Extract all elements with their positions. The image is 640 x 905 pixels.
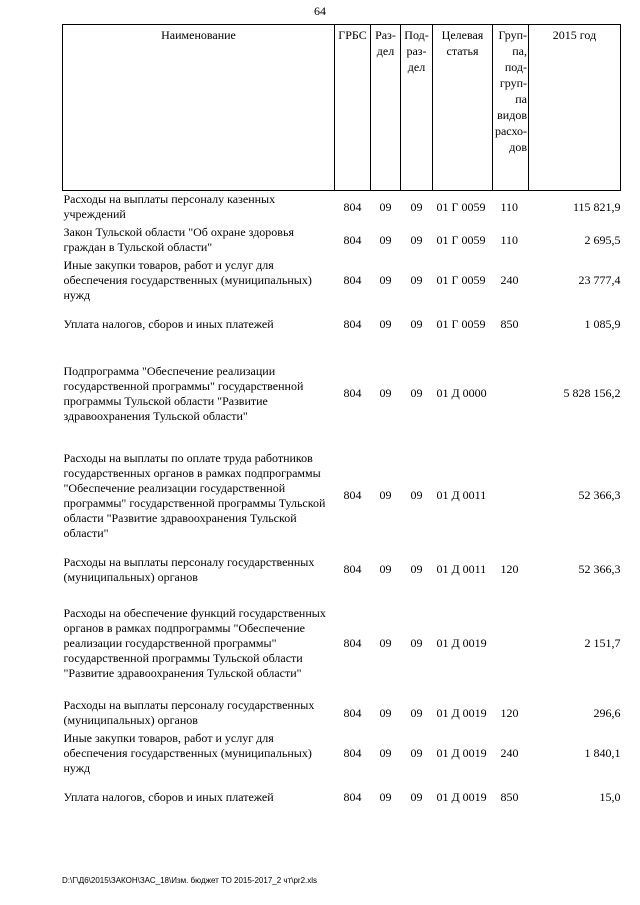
cell-vid: 850: [500, 317, 519, 331]
cell-podrazdel: 09: [410, 488, 423, 502]
cell-name: Расходы на выплаты персоналу государственных (муниципальных) органов: [63, 554, 315, 584]
header-grbs: ГРБС: [335, 25, 371, 191]
cell-amount: 15,0: [599, 790, 621, 804]
cell-amount: 2 151,7: [584, 636, 621, 650]
cell-vid: 110: [500, 232, 519, 247]
cell-name: Иные закупки товаров, работ и услуг для обеспечения государственных (муниципальных) нужд: [63, 258, 312, 302]
cell-grbs: 804: [343, 746, 362, 760]
header-name: Наименование: [63, 25, 335, 191]
page-number: 64: [314, 4, 326, 18]
cell-name: Закон Тульской области "Об охране здоровья граждан в Тульской области": [63, 225, 294, 254]
cell-amount: 52 366,3: [578, 562, 621, 576]
cell-vid: [493, 345, 529, 443]
cell-amount: 5 828 156,2: [563, 386, 621, 400]
cell-target: 01 Г 0059: [436, 317, 486, 331]
cell-podrazdel: 09: [410, 636, 423, 650]
cell-amount: 23 777,4: [578, 273, 621, 287]
cell-target: 01 Д 0000: [436, 386, 487, 400]
table-row: [63, 730, 621, 778]
cell-podrazdel: 09: [410, 746, 423, 760]
cell-podrazdel: 09: [410, 790, 423, 804]
table-row: [63, 224, 621, 257]
cell-podrazdel: 09: [410, 199, 423, 214]
cell-grbs: 804: [343, 790, 362, 804]
cell-podrazdel: 09: [410, 317, 423, 331]
cell-podrazdel: 09: [410, 562, 423, 576]
cell-grbs: 804: [343, 199, 362, 214]
header-razdel: Раз- дел: [371, 25, 401, 191]
cell-target: 01 Д 0019: [436, 636, 487, 650]
cell-name: Расходы на обеспечение функций государственных органов в рамках подпрограммы "Обеспечение реализации государственной программы" государственной программы Тульской области "Развитие здравоохранения Тульской области": [63, 606, 326, 680]
cell-razdel: 09: [379, 273, 392, 287]
cell-grbs: 804: [343, 562, 362, 576]
cell-amount: 296,6: [593, 705, 621, 720]
table-row: [63, 305, 621, 345]
cell-amount: 52 366,3: [578, 488, 621, 502]
cell-name: Уплата налогов, сборов и иных платежей: [63, 317, 274, 331]
cell-name: Расходы на выплаты персоналу казенных учреждений: [63, 192, 276, 222]
cell-vid: 240: [500, 746, 519, 760]
cell-target: 01 Д 0019: [436, 746, 487, 760]
header-podrazdel: Под- раз- дел: [401, 25, 433, 191]
cell-podrazdel: 09: [410, 273, 423, 287]
table-row: [63, 257, 621, 305]
cell-vid: 110: [500, 199, 519, 214]
cell-razdel: 09: [379, 790, 392, 804]
cell-target: 01 Г 0059: [436, 199, 486, 214]
cell-target: 01 Д 0011: [436, 488, 487, 502]
cell-target: 01 Г 0059: [436, 273, 486, 287]
header-vid: Груп- па, под- груп- па видов расхо- дов: [493, 25, 529, 191]
cell-grbs: 804: [343, 317, 362, 331]
cell-amount: 1 085,9: [584, 317, 621, 331]
cell-podrazdel: 09: [410, 705, 423, 720]
cell-grbs: 804: [343, 273, 362, 287]
cell-grbs: 804: [343, 705, 362, 720]
cell-razdel: 09: [379, 386, 392, 400]
cell-vid: 120: [500, 562, 519, 576]
cell-amount: 2 695,5: [584, 232, 621, 247]
cell-razdel: 09: [379, 746, 392, 760]
cell-target: 01 Г 0059: [436, 232, 486, 247]
cell-vid: 240: [500, 273, 519, 287]
cell-razdel: 09: [379, 562, 392, 576]
cell-target: 01 Д 0019: [436, 790, 487, 804]
cell-name: Расходы на выплаты по оплате труда работников государственных органов в рамках подпрограммы "Обеспечение реализации государственной программы" государственной программы Тульской области "Развитие здравоохранения Тульской области": [63, 450, 326, 540]
table-header-row: [63, 25, 621, 191]
header-year: 2015 год: [529, 25, 621, 191]
cell-razdel: 09: [379, 488, 392, 502]
table-row: [63, 191, 621, 224]
cell-podrazdel: 09: [410, 232, 423, 247]
table-row: [63, 591, 621, 697]
cell-name: Уплата налогов, сборов и иных платежей: [63, 790, 274, 804]
cell-amount: 1 840,1: [584, 746, 621, 760]
table-row: [63, 778, 621, 818]
cell-grbs: 804: [343, 232, 362, 247]
cell-razdel: 09: [379, 232, 392, 247]
budget-table: [62, 24, 621, 818]
cell-vid: [493, 591, 529, 697]
cell-razdel: 09: [379, 636, 392, 650]
file-path-footer: D:\Г\Д6\2015\ЗАКОН\ЗАС_18\Изм. бюджет ТО 2015-2017_2 чт\pr2.xls: [62, 876, 318, 885]
cell-razdel: 09: [379, 199, 392, 214]
cell-amount: 115 821,9: [572, 199, 621, 214]
cell-name: Расходы на выплаты персоналу государственных (муниципальных) органов: [63, 698, 315, 727]
cell-grbs: 804: [343, 386, 362, 400]
cell-target: 01 Д 0011: [436, 562, 487, 576]
cell-name: Иные закупки товаров, работ и услуг для обеспечения государственных (муниципальных) нужд: [63, 731, 312, 775]
table-row: [63, 697, 621, 730]
cell-vid: 850: [500, 790, 519, 804]
cell-grbs: 804: [343, 488, 362, 502]
cell-razdel: 09: [379, 317, 392, 331]
cell-podrazdel: 09: [410, 386, 423, 400]
cell-grbs: 804: [343, 636, 362, 650]
table-row: [63, 443, 621, 549]
cell-vid: 120: [500, 705, 519, 720]
table-row: [63, 345, 621, 443]
cell-name: Подпрограмма "Обеспечение реализации государственной программы" государственной программы Тульской области "Развитие здравоохранения Тульской области": [63, 363, 304, 423]
cell-target: 01 Д 0019: [436, 705, 487, 720]
table-row: [63, 549, 621, 591]
cell-vid: [493, 443, 529, 549]
header-target: Целевая статья: [433, 25, 493, 191]
cell-razdel: 09: [379, 705, 392, 720]
